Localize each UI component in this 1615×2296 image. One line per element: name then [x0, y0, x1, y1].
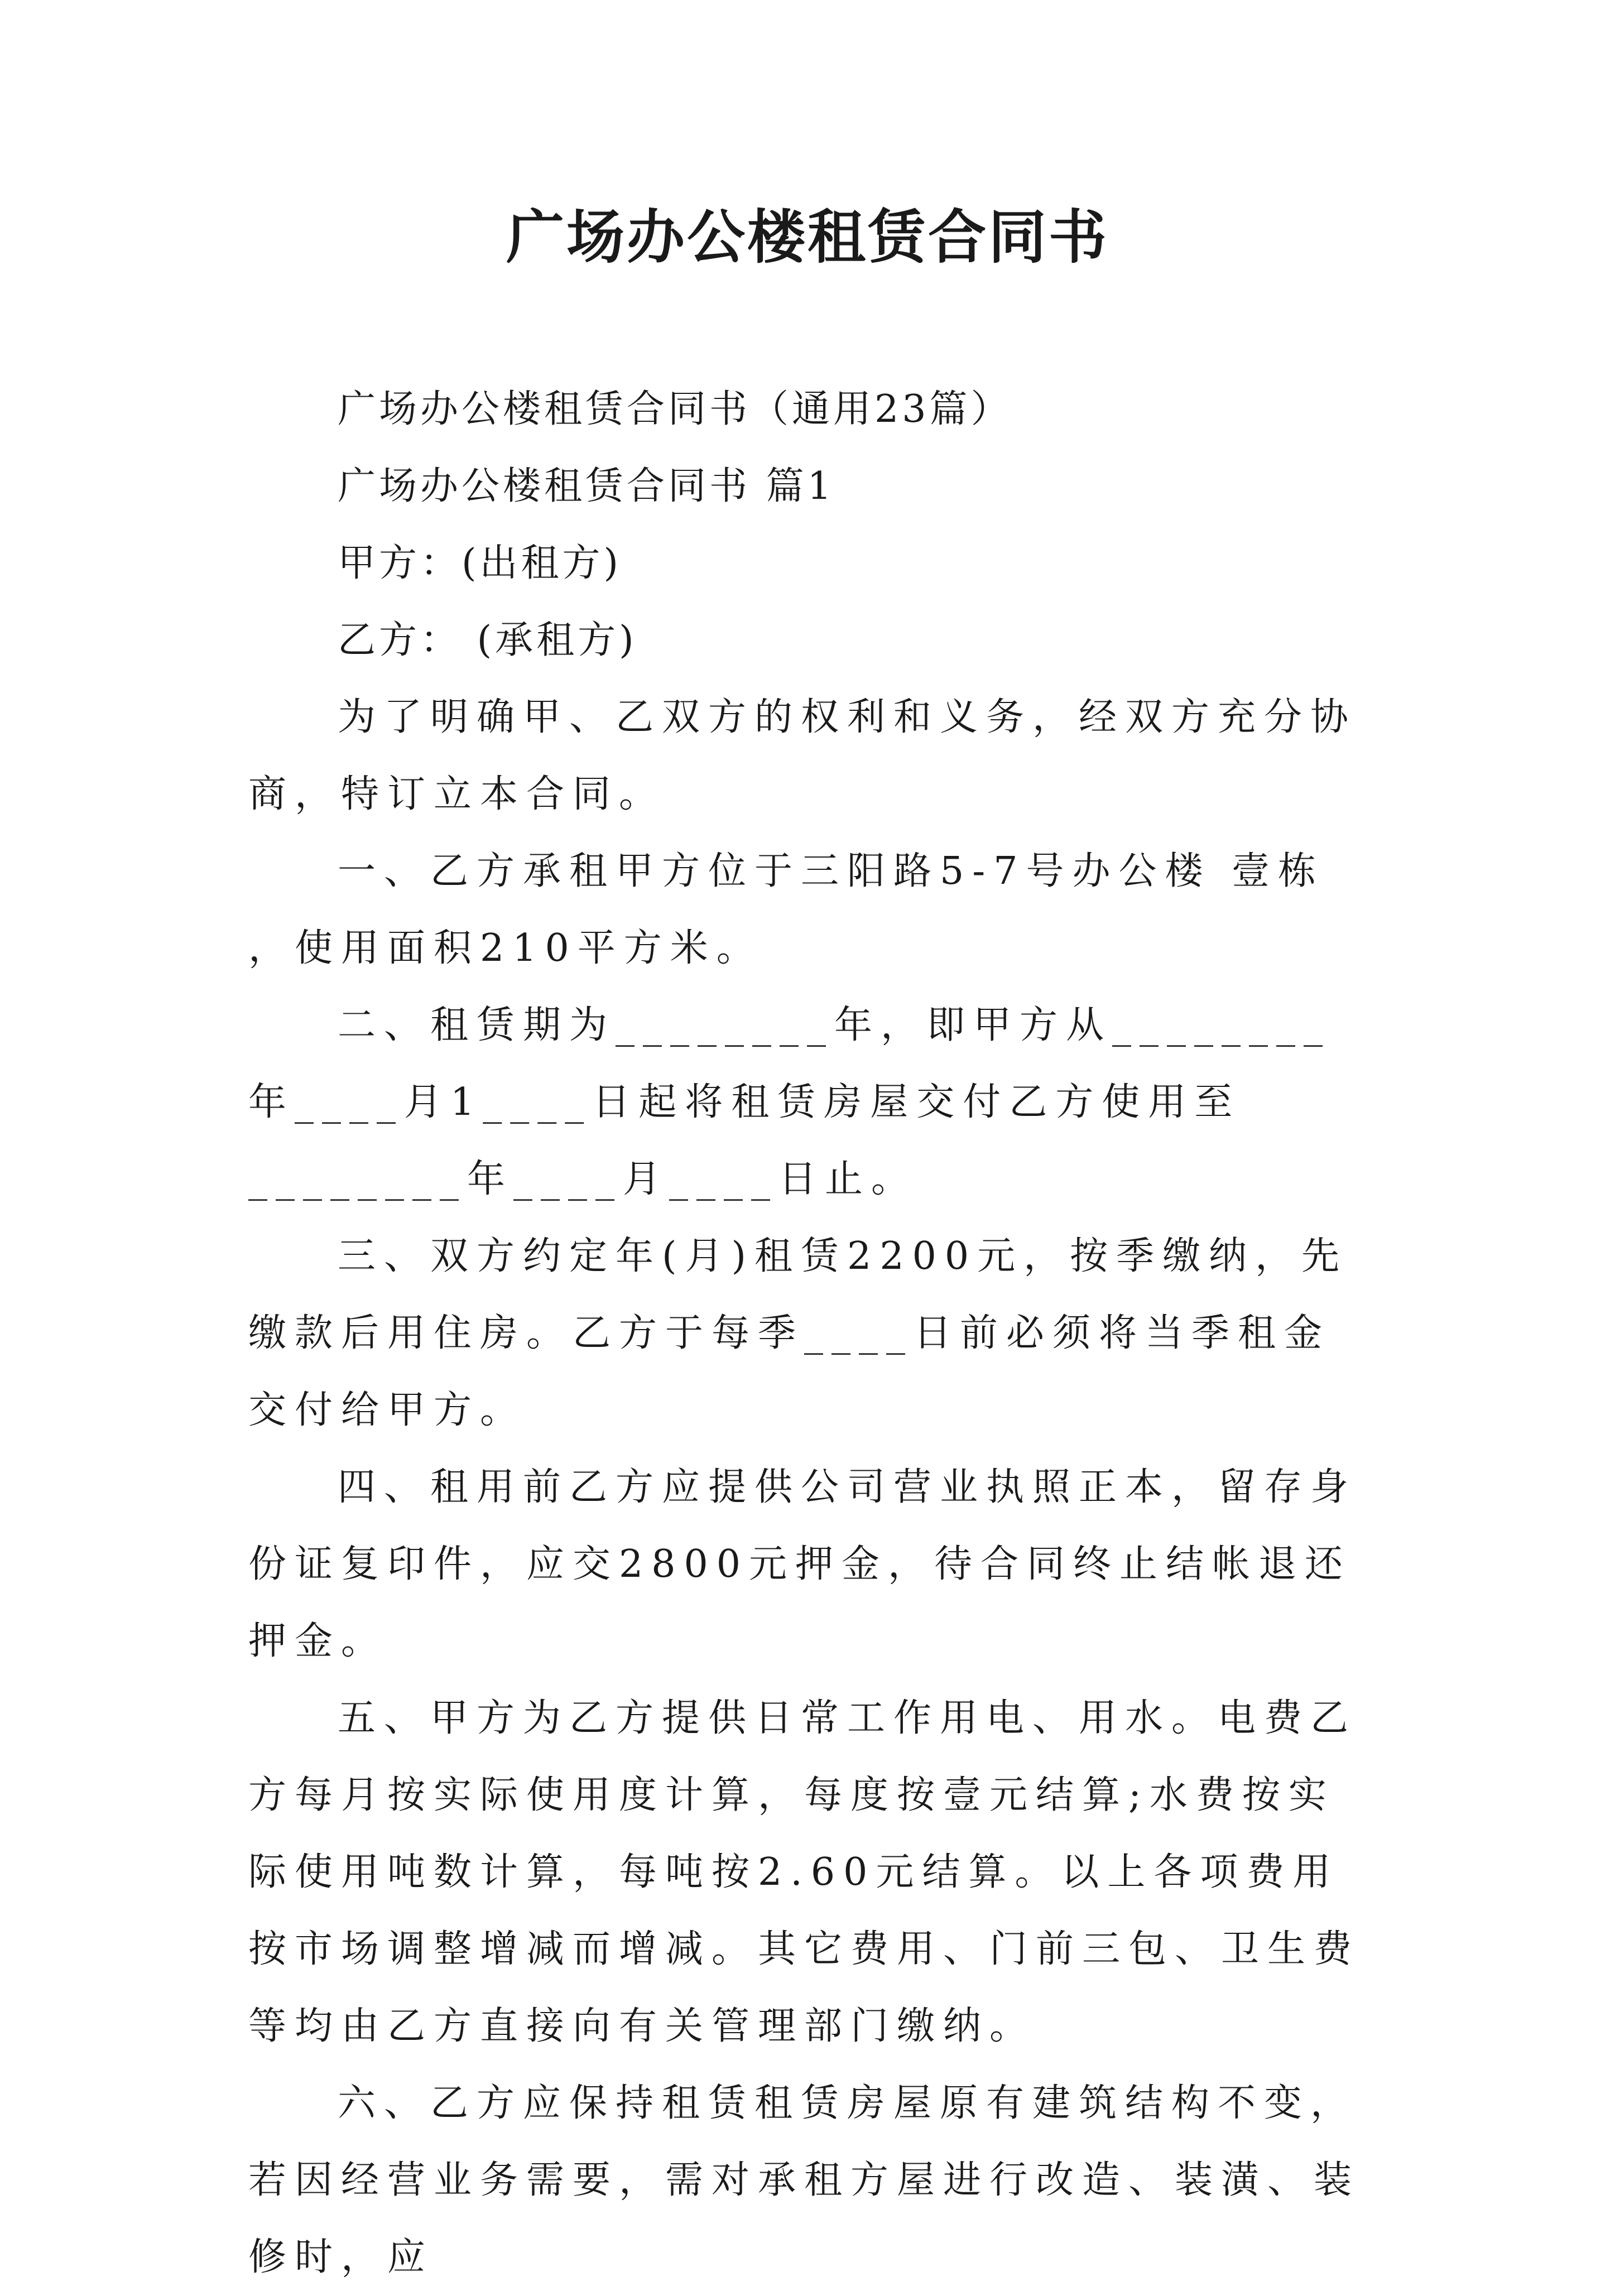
paragraph-article-heading: 广场办公楼租赁合同书 篇1: [338, 464, 835, 508]
paragraph-clause-6: 六、乙方应保持租赁租赁房屋原有建筑结构不变，若因经营业务需要，需对承租方屋进行改造、装潢、装修时，应: [248, 2081, 1361, 2279]
paragraph-clause-5: 五、甲方为乙方提供日常工作用电、用水。电费乙方每月按实际使用度计算，每度按壹元结算;水费按实际使用吨数计算，每吨按2.60元结算。以上各项费用按市场调整增减而增减。其它费用、门前三包、卫生费等均由乙方直接向有关管理部门缴纳。: [248, 1696, 1361, 2048]
paragraph-clause-3: 三、双方约定年(月)租赁2200元，按季缴纳，先缴款后用住房。乙方于每季____日前必须将当季租金交付给甲方。: [248, 1234, 1348, 1432]
paragraph-clause-2: 二、租赁期为________年，即甲方从________年____月1____日起将租赁房屋交付乙方使用至________年____月____日止。: [248, 1003, 1332, 1201]
paragraph-party-a: 甲方：(出租方): [338, 541, 622, 585]
document-title: 广场办公楼租赁合同书: [506, 203, 1109, 271]
paragraph-party-b: 乙方： (承租方): [338, 618, 637, 662]
paragraph-clause-4: 四、租用前乙方应提供公司营业执照正本，留存身份证复印件，应交2800元押金，待合同终止结帐退还押金。: [248, 1465, 1357, 1663]
paragraph-subtitle: 广场办公楼租赁合同书（通用23篇）: [338, 387, 1012, 431]
document-body: [248, 371, 1370, 2296]
paragraph-clause-1: 一、乙方承租甲方位于三阳路5-7号办公楼 壹栋 ，使用面积210平方米。: [248, 849, 1345, 970]
paragraph-preamble: 为了明确甲、乙双方的权利和义务，经双方充分协商，特订立本合同。: [248, 695, 1357, 816]
